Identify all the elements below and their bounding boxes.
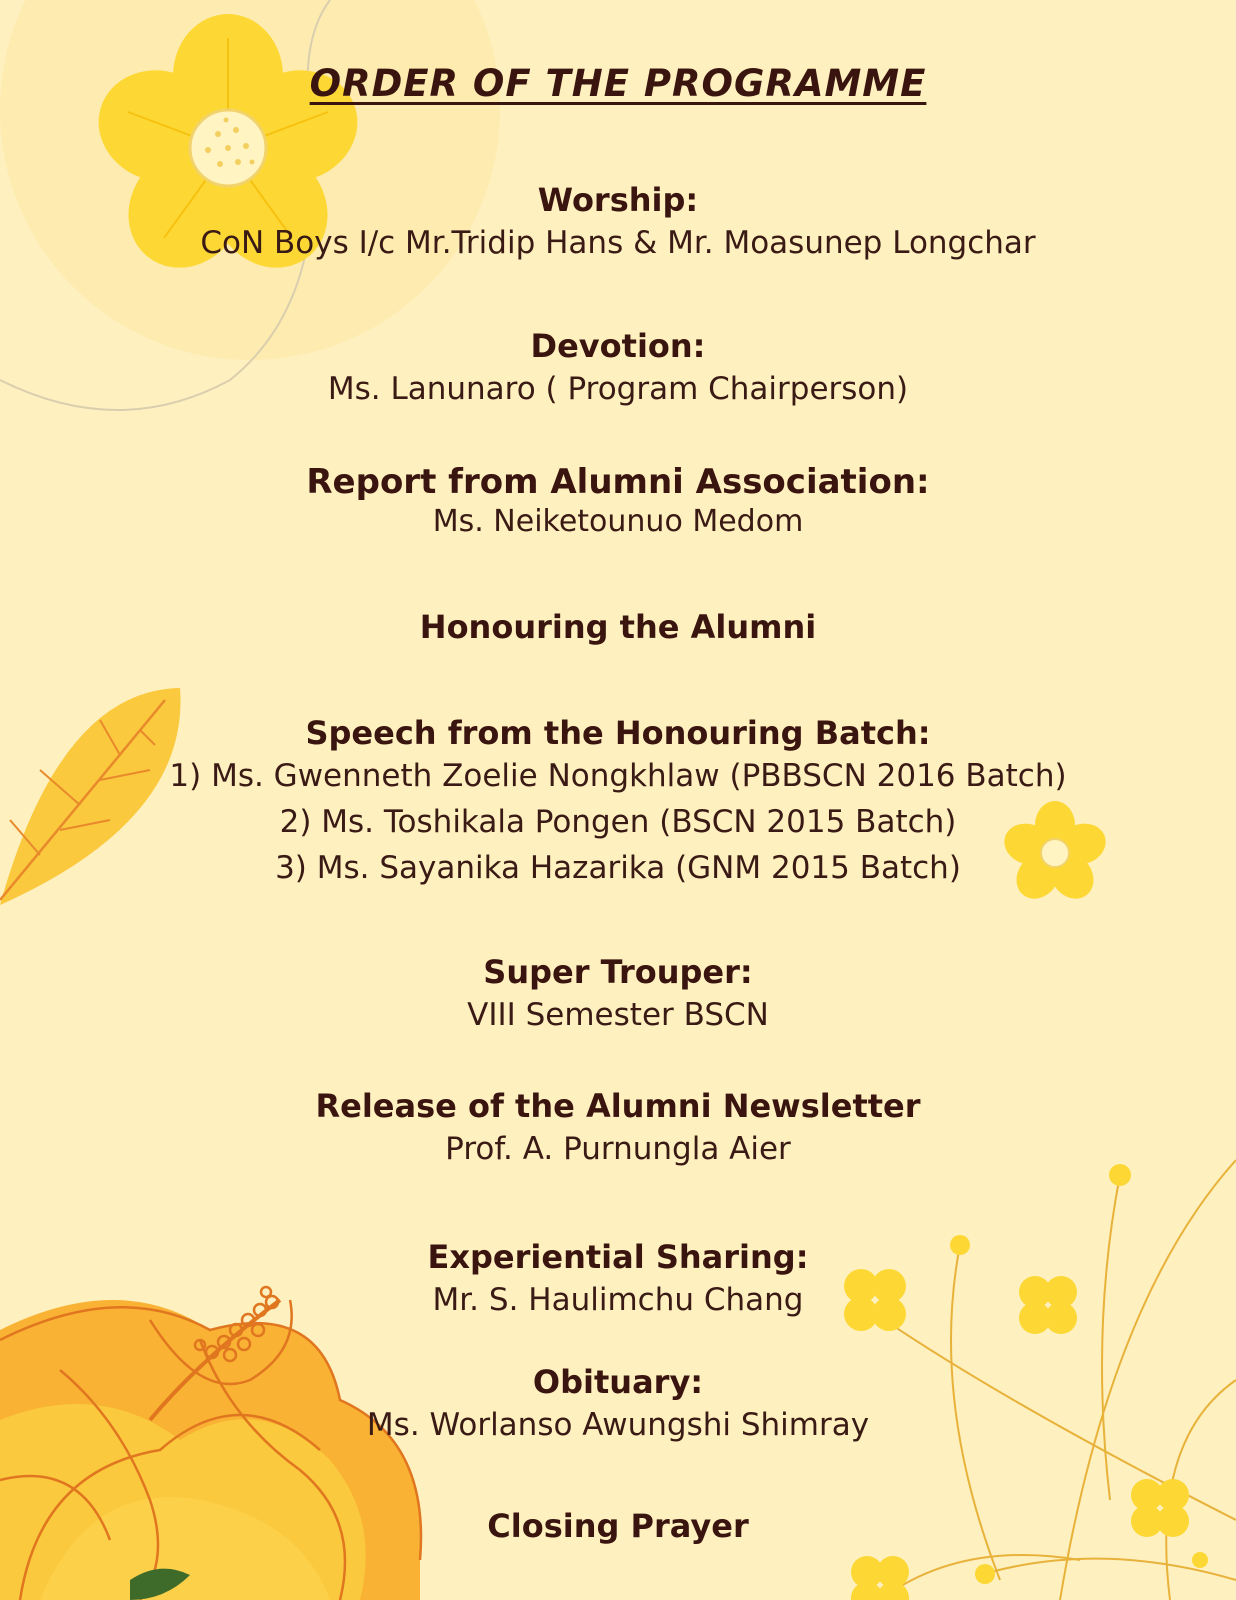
item-heading: Closing Prayer	[487, 1507, 749, 1545]
programme-item-obituary	[0, 1362, 1236, 1448]
programme-item-experiential	[0, 1237, 1236, 1323]
page-title: ORDER OF THE PROGRAMME	[309, 62, 927, 105]
item-line: Ms. Neiketounuo Medom	[432, 504, 804, 539]
item-line: Prof. A. Purnungla Aier	[445, 1131, 791, 1167]
item-heading: Speech from the Honouring Batch:	[305, 714, 931, 752]
item-line: Ms. Worlanso Awungshi Shimray	[366, 1407, 870, 1443]
item-heading: Devotion:	[530, 327, 706, 365]
programme-item-alumni-report	[0, 462, 1236, 542]
programme-item-super-trouper	[0, 952, 1236, 1038]
programme-item-devotion	[0, 326, 1236, 412]
item-line: Mr. S. Haulimchu Chang	[432, 1282, 804, 1318]
speech-line-1: 1) Ms. Gwenneth Zoelie Nongkhlaw (PBBSCN 2016 Batch)	[169, 758, 1067, 794]
item-line: CoN Boys I/c Mr.Tridip Hans & Mr. Moasunep Longchar	[200, 225, 1036, 261]
programme-item-honouring	[0, 607, 1236, 647]
programme-item-speech	[0, 713, 1236, 891]
item-heading: Honouring the Alumni	[419, 608, 817, 646]
item-heading: Experiential Sharing:	[427, 1238, 809, 1276]
speech-line-2: 2) Ms. Toshikala Pongen (BSCN 2015 Batch)	[279, 804, 957, 840]
programme-item-worship	[0, 180, 1236, 266]
item-line: VIII Semester BSCN	[467, 997, 769, 1033]
item-heading: Report from Alumni Association:	[306, 462, 930, 502]
item-line: Ms. Lanunaro ( Program Chairperson)	[327, 371, 909, 407]
item-heading: Release of the Alumni Newsletter	[315, 1087, 921, 1125]
programme-item-newsletter	[0, 1086, 1236, 1172]
programme-item-closing-prayer	[0, 1506, 1236, 1546]
speech-line-3: 3) Ms. Sayanika Hazarika (GNM 2015 Batch)	[275, 850, 961, 886]
item-heading: Super Trouper:	[483, 953, 753, 991]
item-heading: Worship:	[537, 181, 699, 219]
item-heading: Obituary:	[532, 1363, 704, 1401]
